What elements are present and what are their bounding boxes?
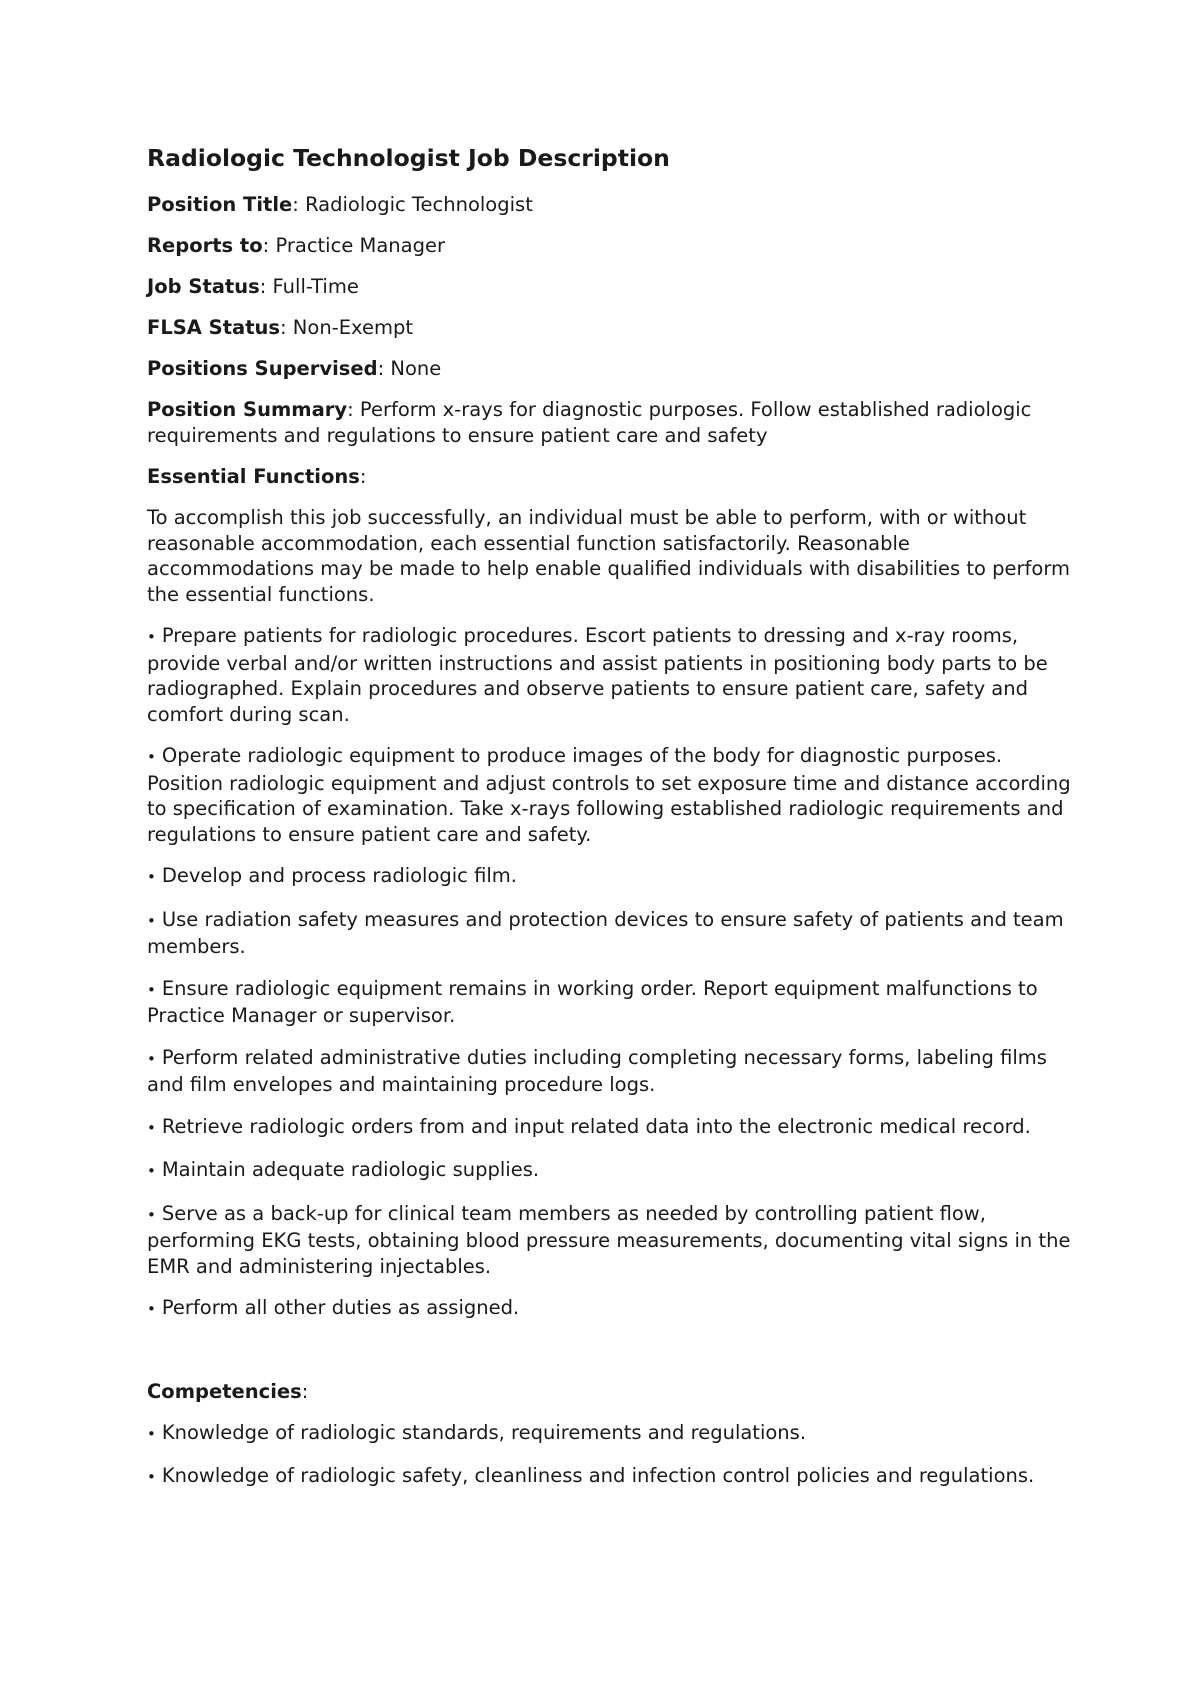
bullet-icon: •	[147, 1118, 156, 1137]
list-item	[147, 1045, 1077, 1098]
list-item	[147, 743, 1077, 847]
field-label: Positions Supervised	[147, 357, 378, 380]
bullet-icon: •	[147, 1468, 156, 1486]
bullet-icon: •	[147, 1300, 156, 1318]
list-item	[147, 1420, 1077, 1448]
list-item-text: Knowledge of radiologic standards, requirements and regulations.	[161, 1420, 807, 1444]
list-item-text: Operate radiologic equipment to produce images of the body for diagnostic purposes. Position radiologic equipment and adjust controls to set exposure time and distance according to specification of examination. Take x-rays following established radiologic requirements and regulations to ensure patient care and safety.	[147, 744, 1071, 846]
field-position-summary	[147, 397, 1077, 449]
list-item-text: Ensure radiologic equipment remains in working order. Report equipment malfunctions to Practice Manager or supervisor.	[147, 976, 1038, 1027]
document-page	[147, 141, 1077, 1507]
list-item-text: Develop and process radiologic film.	[161, 864, 518, 887]
field-label: Position Title	[147, 193, 293, 216]
list-item-text: Knowledge of radiologic safety, cleanliness and infection control policies and regulations.	[161, 1464, 1035, 1487]
field-label: Job Status	[147, 275, 260, 298]
field-value: Full-Time	[272, 275, 359, 298]
document-title: Radiologic Technologist Job Description	[147, 144, 670, 172]
field-label: Reports to	[147, 234, 263, 257]
bullet-icon: •	[147, 911, 156, 930]
list-item	[147, 1114, 1077, 1142]
competencies-heading	[147, 1379, 1077, 1405]
essential-functions-heading	[147, 464, 1077, 490]
field-value: Perform x-rays for diagnostic purposes. Follow established radiologic requirements and regulations to ensure patient care and safety	[147, 398, 1032, 447]
list-item	[147, 1295, 1077, 1323]
field-value: Practice Manager	[275, 234, 445, 257]
field-separator: :	[377, 357, 391, 380]
field-value: Radiologic Technologist	[305, 193, 533, 216]
essential-functions-intro: To accomplish this job successfully, an individual must be able to perform, with or without reasonable accommodation, each essential function satisfactorily. Reasonable accommodations may be made to help enable qualified individuals with disabilities to perform the essential functions.	[147, 506, 1071, 606]
field-separator: :	[262, 234, 276, 257]
field-position-title	[147, 192, 1077, 218]
field-label: FLSA Status	[147, 316, 281, 339]
field-separator: :	[280, 316, 293, 339]
list-item	[147, 976, 1077, 1029]
list-item	[147, 907, 1077, 960]
list-item-text: Perform related administrative duties including completing necessary forms, labeling films and film envelopes and maintaining procedure logs.	[147, 1045, 1047, 1096]
field-positions-supervised	[147, 356, 1077, 382]
section-spacer	[147, 1339, 1077, 1379]
section-separator: :	[301, 1379, 309, 1403]
field-separator: :	[259, 275, 273, 298]
list-item	[147, 863, 1077, 891]
field-value: Non-Exempt	[292, 316, 413, 339]
list-item-text: Maintain adequate radiologic supplies.	[161, 1158, 540, 1181]
field-job-status	[147, 274, 1077, 300]
bullet-icon: •	[147, 1049, 156, 1068]
section-label: Competencies	[147, 1379, 302, 1403]
list-item-text: Perform all other duties as assigned.	[161, 1296, 520, 1319]
section-label: Essential Functions	[147, 465, 360, 488]
list-item	[147, 1463, 1077, 1491]
field-separator: :	[292, 193, 306, 216]
bullet-icon: •	[147, 980, 156, 999]
bullet-icon: •	[147, 628, 156, 646]
section-separator: :	[359, 465, 367, 488]
field-value: None	[390, 357, 442, 380]
bullet-icon: •	[147, 1205, 156, 1224]
competencies-list	[147, 1420, 1077, 1491]
list-item	[147, 1201, 1077, 1280]
list-item-text: Prepare patients for radiologic procedures. Escort patients to dressing and x-ray rooms, provide verbal and/or written instructions and assist patients in positioning body parts to be radiographed. Explain procedures and observe patients to ensure patient care, safety and comfort during scan.	[147, 624, 1048, 726]
field-separator: :	[347, 398, 360, 421]
field-reports-to	[147, 233, 1077, 259]
list-item	[147, 1157, 1077, 1185]
bullet-icon: •	[147, 1162, 156, 1180]
bullet-icon: •	[147, 868, 156, 886]
list-item	[147, 623, 1077, 727]
bullet-icon: •	[147, 748, 156, 766]
job-fields	[147, 192, 1077, 449]
field-label: Position Summary	[147, 398, 348, 421]
list-item-text: Use radiation safety measures and protection devices to ensure safety of patients and team members.	[147, 907, 1064, 958]
essential-functions-list	[147, 623, 1077, 1323]
bullet-icon: •	[147, 1424, 156, 1443]
field-flsa-status	[147, 315, 1077, 341]
list-item-text: Serve as a back-up for clinical team members as needed by controlling patient flow, performing EKG tests, obtaining blood pressure measurements, documenting vital signs in the EMR and administering injectables.	[147, 1201, 1071, 1278]
list-item-text: Retrieve radiologic orders from and input related data into the electronic medical record.	[161, 1114, 1031, 1138]
